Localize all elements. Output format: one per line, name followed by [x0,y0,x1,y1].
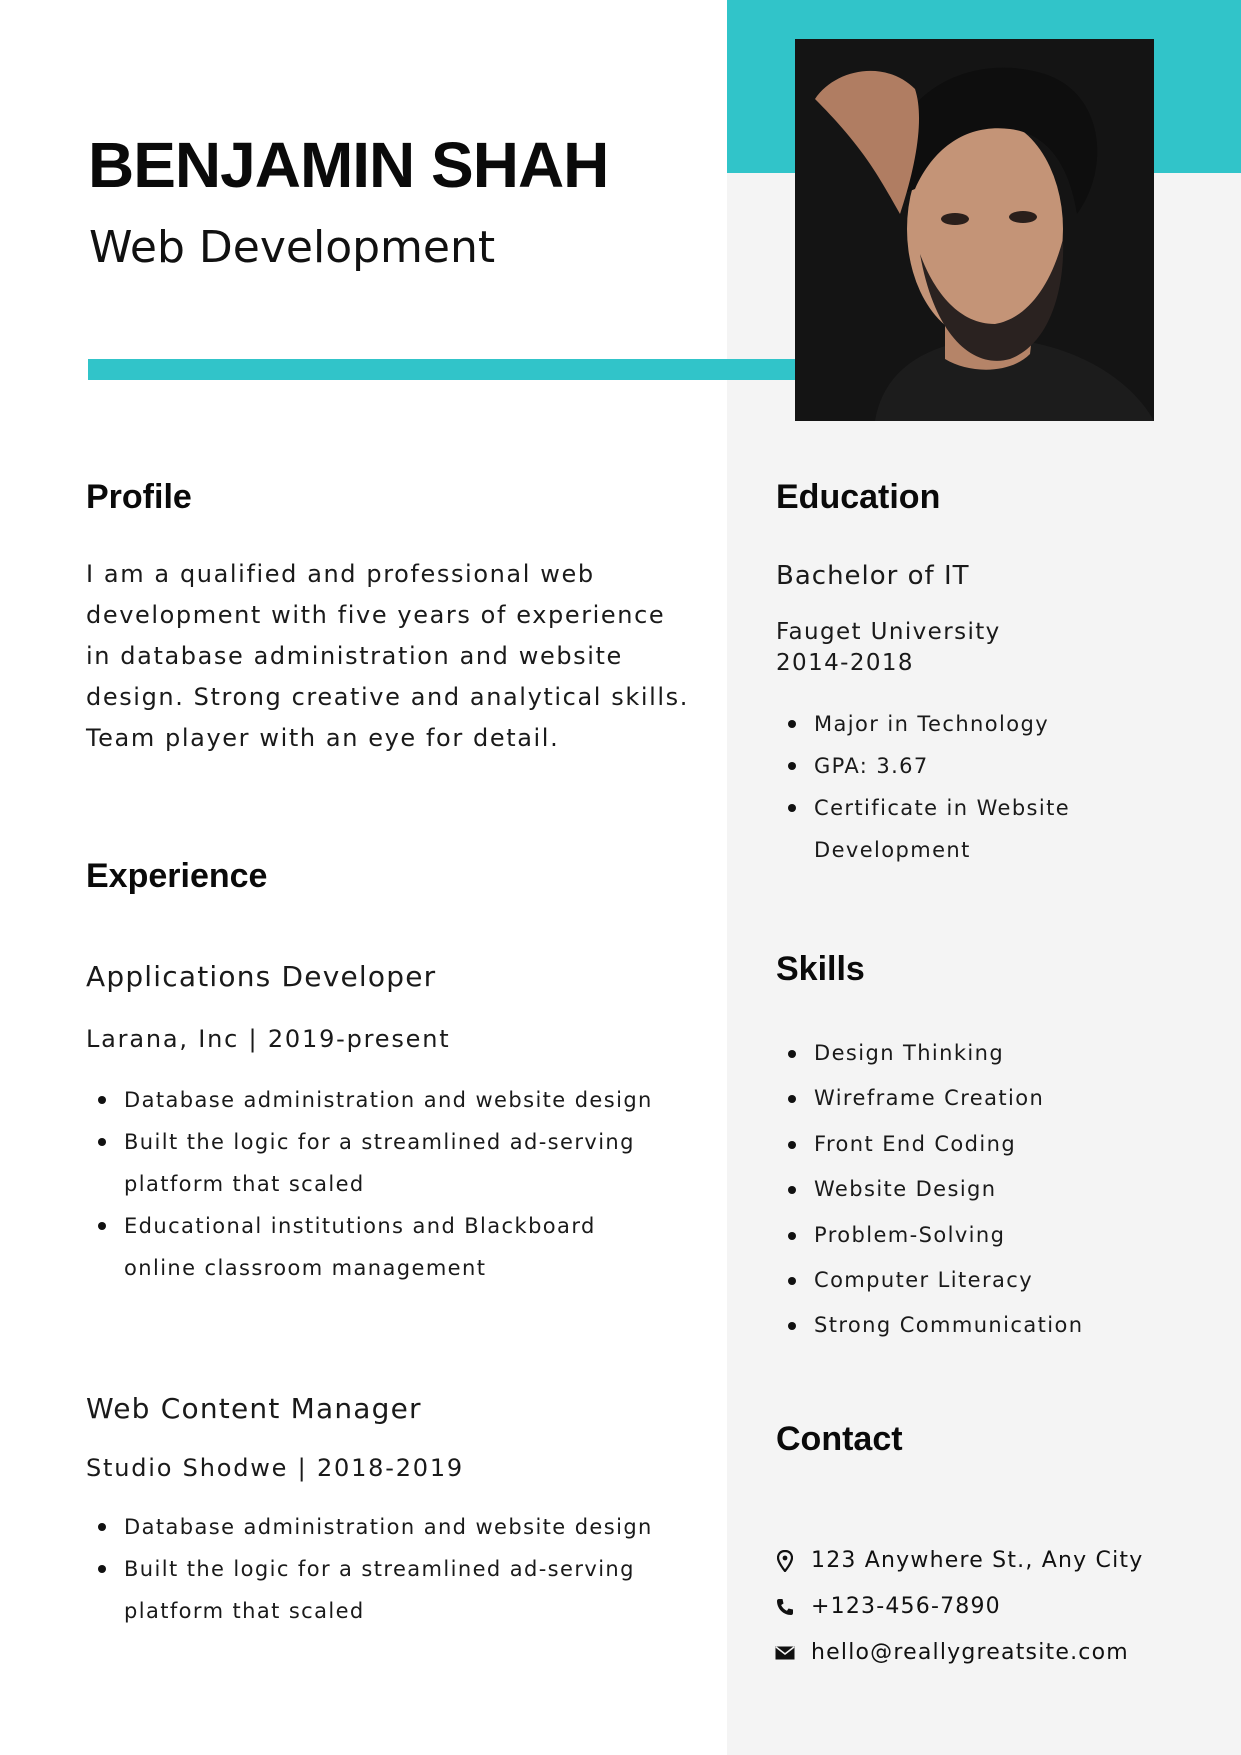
envelope-icon [775,1642,795,1664]
map-pin-icon [775,1550,795,1572]
job-meta: Studio Shodwe | 2018-2019 [86,1454,464,1482]
education-years: 2014-2018 [776,650,914,676]
contact-phone [775,1594,1001,1619]
list-item: Problem-Solving [776,1213,1216,1258]
contact-email-text: hello@reallygreatsite.com [811,1640,1129,1665]
list-item: Database administration and website design [86,1506,656,1548]
candidate-name: BENJAMIN SHAH [88,129,609,201]
accent-divider [88,359,846,380]
contact-email [775,1640,1129,1665]
job-bullets [86,1079,656,1289]
skills-heading: Skills [776,950,865,988]
job-title: Applications Developer [86,960,437,993]
job-title: Web Content Manager [86,1392,422,1425]
contact-phone-text: +123-456-7890 [811,1594,1001,1619]
candidate-role: Web Development [89,222,496,273]
list-item: Certificate in Website Development [776,787,1106,871]
list-item: Website Design [776,1167,1216,1212]
phone-icon [775,1596,795,1618]
list-item: Database administration and website design [86,1079,656,1121]
education-bullets [776,703,1106,871]
list-item: Major in Technology [776,703,1106,745]
list-item: Strong Communication [776,1303,1216,1348]
skills-list [776,1031,1216,1349]
profile-photo [795,39,1154,421]
list-item: GPA: 3.67 [776,745,1106,787]
job-bullets [86,1506,656,1632]
list-item: Computer Literacy [776,1258,1216,1303]
education-degree: Bachelor of IT [776,561,970,591]
list-item: Front End Coding [776,1122,1216,1167]
list-item: Built the logic for a streamlined ad-serving platform that scaled [86,1121,656,1205]
list-item: Educational institutions and Blackboard online classroom management [86,1205,656,1289]
list-item: Built the logic for a streamlined ad-serving platform that scaled [86,1548,656,1632]
experience-heading: Experience [86,857,268,895]
list-item: Wireframe Creation [776,1076,1216,1121]
job-meta: Larana, Inc | 2019-present [86,1025,451,1053]
contact-address-text: 123 Anywhere St., Any City [811,1548,1144,1573]
education-school: Fauget University [776,619,1001,645]
education-heading: Education [776,478,941,516]
contact-heading: Contact [776,1420,903,1458]
contact-address [775,1548,1143,1573]
profile-text: I am a qualified and professional web development with five years of experience in database administration and website design. Strong creative and analytical skills. Team player with an eye for detail. [86,560,689,752]
portrait-illustration [795,39,1154,421]
profile-heading: Profile [86,478,192,516]
list-item: Design Thinking [776,1031,1216,1076]
